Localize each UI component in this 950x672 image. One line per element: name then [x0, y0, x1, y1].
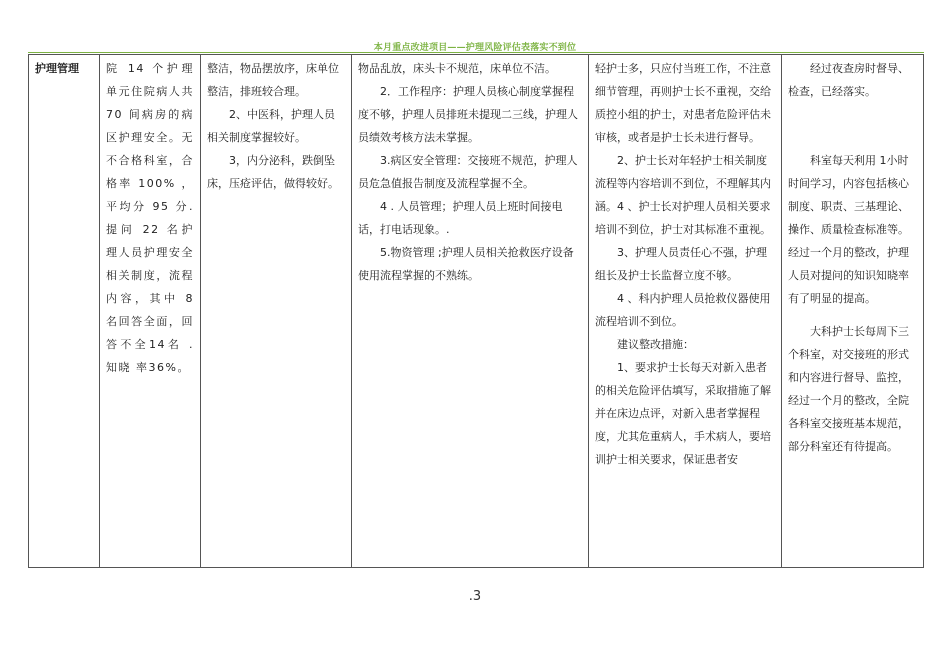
problem-item: 5.物资管理 ;护理人员相关抢救医疗设备使用流程掌握的不熟练。: [358, 246, 574, 282]
header-title: 本月重点改进项目——护理风险评估表落实不到位: [373, 43, 577, 53]
result-item: 科室每天利用 1小时时间学习，内容包括核心制度、职责、三基理论、操作、质量检查标准等。经过一个月的整改，护理人员对提问的知识知晓率有了明显的提高。: [788, 154, 909, 305]
measures-heading: 建议整改措施：: [617, 338, 694, 351]
cause-item: 轻护士多，只应付当班工作，不注意细节管理，再则护士长不重视，交给质控小组的护士，对患者危险评估未审核，或者是护士长未进行督导。: [595, 62, 771, 144]
strength-item: 2、中医科，护理人员相关制度掌握较好。: [207, 108, 335, 144]
inspection-summary: 院 14 个护理单元住院病人共70 间病房的病区护理安全。无不合格科室，合格率 100% ，平均分 95 分.提问 22 名护理人员护理安全相关制度，流程内容，其中 8 名回答全面，回答不全14名 . 知晓 率36%。: [106, 62, 194, 374]
strengths-cell: [201, 55, 352, 568]
problems-cell: [352, 55, 589, 568]
spacer: [788, 310, 917, 320]
rectification-result-cell: [782, 55, 924, 568]
category-label: 护理管理: [35, 62, 79, 75]
strength-item: 3，内分泌科，跌倒坠床，压疮评估，做得较好。: [207, 154, 339, 190]
table-row: [29, 55, 924, 568]
problem-item: 2．工作程序：护理人员核心制度掌握程度不够，护理人员排班未提现二三线，护理人员绩效考核方法未掌握。: [358, 85, 578, 144]
inspection-summary-cell: [100, 55, 201, 568]
report-table: [28, 54, 924, 568]
problem-item: 4 . 人员管理；护理人员上班时间接电话，打电话现象。.: [358, 200, 563, 236]
category-cell: [29, 55, 100, 568]
header-rule: [28, 52, 924, 53]
spacer: [788, 103, 917, 149]
cause-item: 2、护士长对年轻护士相关制度流程等内容培训不到位，不理解其内涵。4 、护士长对护理人员相关要求培训不到位，护士对其标准不重视。: [595, 154, 771, 236]
problem-item: 物品乱放，床头卡不规范，床单位不洁。: [358, 62, 556, 75]
cause-analysis-cell: [589, 55, 782, 568]
problem-item: 3.病区安全管理：交接班不规范，护理人员危急值报告制度及流程掌握不全。: [358, 154, 578, 190]
page-header: [0, 40, 950, 53]
strength-item: 整洁，物品摆放序，床单位整洁，排班较合理。: [207, 62, 339, 98]
page-number: .3: [468, 589, 482, 604]
result-item: 大科护士长每周下三个科室，对交接班的形式和内容进行督导、监控，经过一个月的整改，全院各科室交接班基本规范，部分科室还有待提高。: [788, 325, 909, 453]
measure-item: 1、要求护士长每天对新入患者的相关危险评估填写，采取措施了解并在床边点评，对新入患者掌握程度，尤其危重病人，手术病人，要培训护士相关要求，保证患者安: [595, 361, 771, 466]
cause-item: 4 、科内护理人员抢救仪器使用流程培训不到位。: [595, 292, 771, 328]
result-item: 经过夜查房时督导、检查，已经落实。: [788, 62, 909, 98]
cause-item: 3、护理人员责任心不强，护理组长及护士长监督立度不够。: [595, 246, 767, 282]
